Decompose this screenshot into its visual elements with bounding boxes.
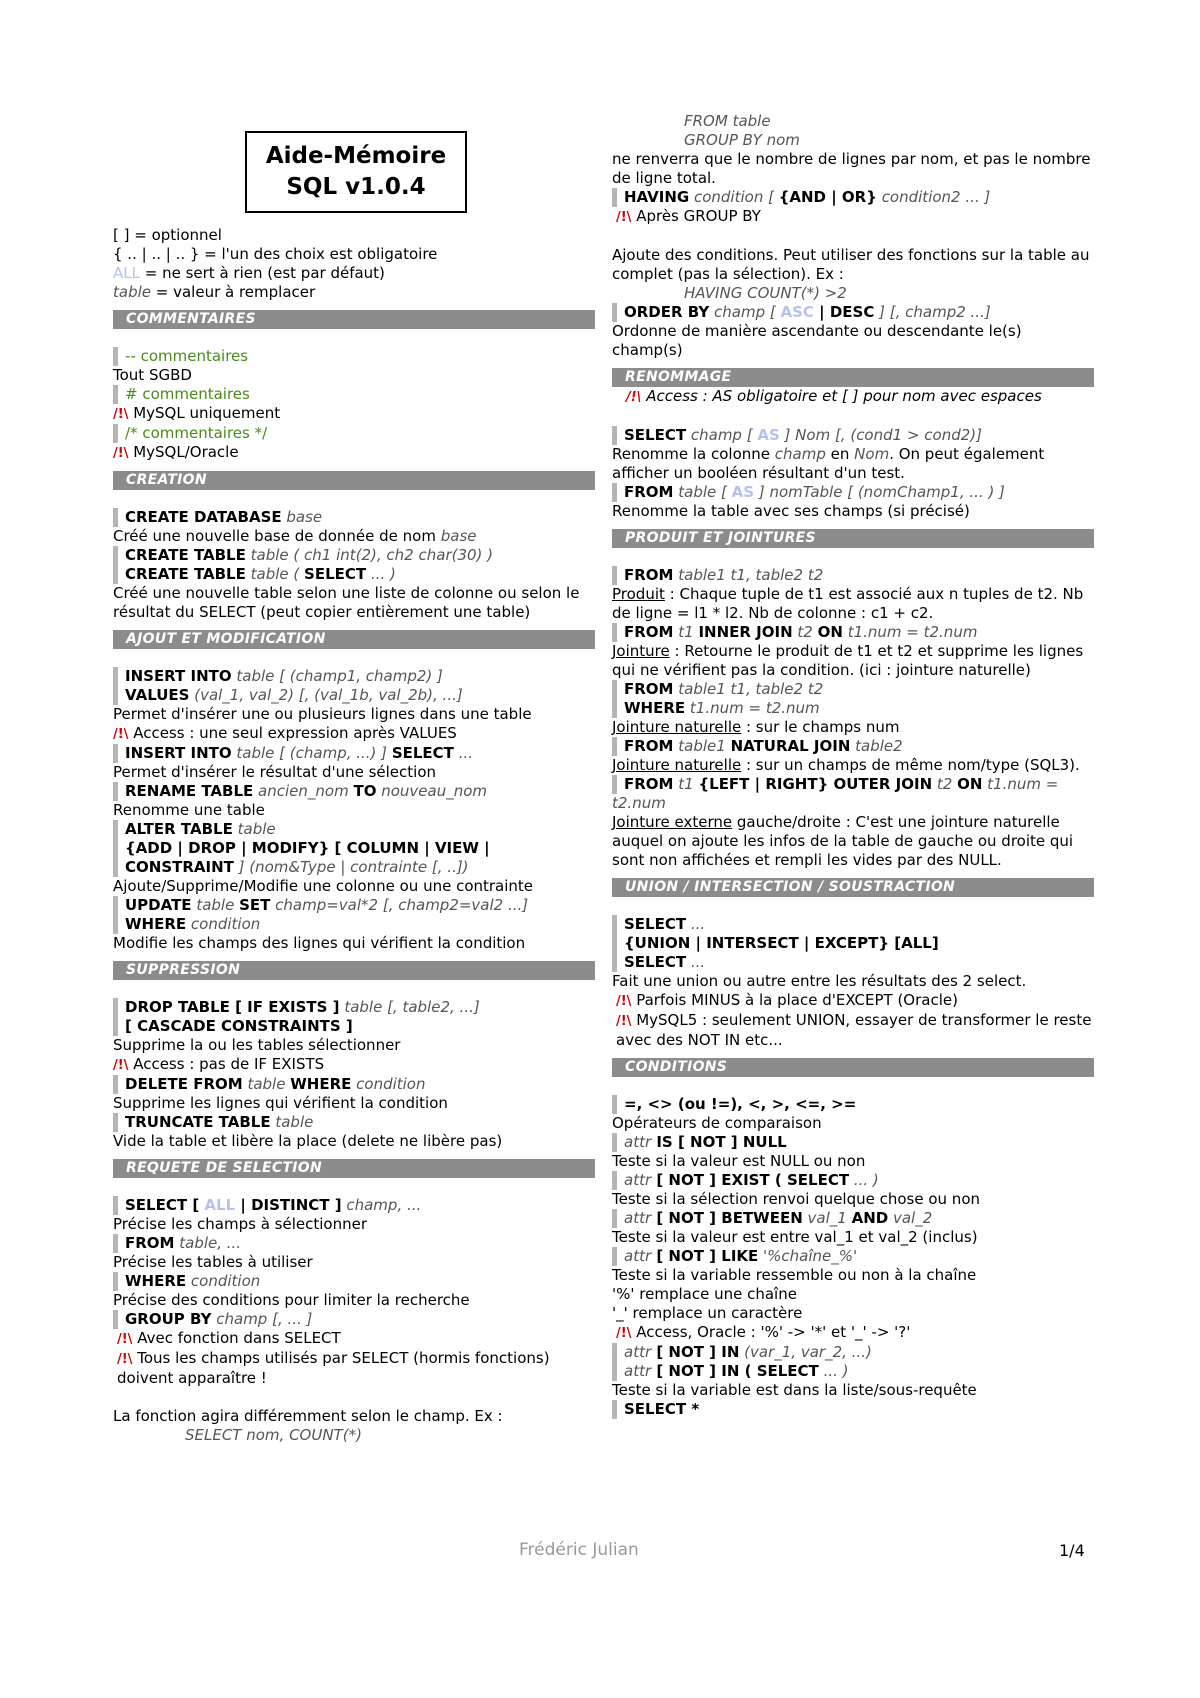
desc-exist: Teste si la sélection renvoi quelque chose ou non	[612, 1190, 980, 1208]
legend-all: ALL = ne sert à rien (est par défaut)	[113, 264, 385, 282]
code-between: attr [ NOT ] BETWEEN val_1 AND val_2	[612, 1209, 1094, 1228]
section-union: UNION / INTERSECTION / SOUSTRACTION	[612, 878, 1094, 897]
comment-block: /* commentaires */	[113, 424, 595, 443]
desc-alter: Ajoute/Supprime/Modifie une colonne ou une contrainte	[113, 877, 534, 895]
code-cascade: [ CASCADE CONSTRAINTS ]	[113, 1017, 595, 1036]
warn-union-1: /!\ Parfois MINUS à la place d'EXCEPT (Oracle)	[616, 991, 958, 1009]
desc-natural-1: Jointure naturelle : sur le champs num	[612, 718, 900, 736]
code-exist: attr [ NOT ] EXIST ( SELECT ... )	[612, 1171, 1094, 1190]
code-natural-from: FROM table1 t1, table2 t2	[612, 680, 1094, 699]
code-outer-join-cont: t2.num	[612, 794, 666, 812]
legend-table: table = valeur à remplacer	[113, 283, 316, 301]
footer-page-number: 1/4	[1059, 1541, 1085, 1560]
desc-in: Teste si la variable est dans la liste/sous-requête	[612, 1381, 977, 1399]
code-is-null: attr IS [ NOT ] NULL	[612, 1133, 1094, 1152]
desc-order-by: Ordonne de manière ascendante ou descendante le(s) champ(s)	[612, 322, 1022, 359]
code-inner-join: FROM t1 INNER JOIN t2 ON t1.num = t2.num	[612, 623, 1094, 642]
warn-insert: /!\ Access : une seul expression après VALUES	[113, 724, 457, 742]
code-product-from: FROM table1 t1, table2 t2	[612, 566, 1094, 585]
warning-icon: /!\	[626, 390, 642, 405]
desc-like-underscore: '_' remplace un caractère	[612, 1304, 803, 1322]
section-produit: PRODUIT ET JOINTURES	[612, 529, 1094, 548]
warn-having: /!\ Après GROUP BY	[616, 207, 761, 225]
desc-update: Modifie les champs des lignes qui vérifient la condition	[113, 934, 526, 952]
desc-inner-join: Jointure : Retourne le produit de t1 et t2 et supprime les lignes qui ne vérifient pas la condition. (ici : jointure naturelle)	[612, 642, 1084, 679]
title-line-2: SQL v1.0.4	[286, 174, 426, 200]
code-order-by: ORDER BY champ [ ASC | DESC ] [, champ2 ...]	[612, 303, 1094, 322]
section-requete: REQUETE DE SELECTION	[113, 1159, 595, 1178]
code-where: WHERE condition	[113, 1272, 595, 1291]
warning-icon: /!\	[616, 1014, 632, 1029]
warn-like: /!\ Access, Oracle : '%' -> '*' et '_' -> '?'	[616, 1323, 911, 1341]
desc-group-by-result: ne renverra que le nombre de lignes par nom, et pas le nombre de ligne total.	[612, 150, 1091, 187]
legend-choice: { .. | .. | .. } = l'un des choix est obligatoire	[113, 245, 438, 263]
desc-rename-table: Renomme une table	[113, 801, 265, 819]
comment-dash-desc: Tout SGBD	[113, 366, 192, 384]
code-natural-join: FROM table1 NATURAL JOIN table2	[612, 737, 1094, 756]
code-union-select-1: SELECT ...	[612, 915, 1094, 934]
code-like: attr [ NOT ] LIKE '%chaîne_%'	[612, 1247, 1094, 1266]
code-in-list: attr [ NOT ] IN (var_1, var_2, ...)	[612, 1343, 1094, 1362]
desc-having: Ajoute des conditions. Peut utiliser des fonctions sur la table au complet (pas la sélection). Ex :	[612, 246, 1090, 283]
warning-icon: /!\	[113, 446, 129, 461]
code-having: HAVING condition [ {AND | OR} condition2 ... ]	[612, 188, 1094, 207]
legend-optional: [ ] = optionnel	[113, 226, 222, 244]
desc-group-by: La fonction agira différemment selon le champ. Ex :	[113, 1407, 503, 1425]
warning-icon: /!\	[113, 407, 129, 422]
code-truncate: TRUNCATE TABLE table	[113, 1113, 595, 1132]
desc-from-as: Renomme la table avec ses champs (si précisé)	[612, 502, 970, 520]
desc-select-as: Renomme la colonne champ en Nom. On peut également afficher un booléen résultant d'un test.	[612, 445, 1045, 482]
code-alter-constraint: CONSTRAINT ] (nom&Type | contrainte [, ..])	[113, 858, 595, 877]
comment-dash: -- commentaires	[113, 347, 595, 366]
warn-group-by-1: /!\ Avec fonction dans SELECT	[117, 1329, 341, 1347]
warning-icon: /!\	[117, 1332, 133, 1347]
code-select: SELECT [ ALL | DISTINCT ] champ, ...	[113, 1196, 595, 1215]
comment-hash: # commentaires	[113, 385, 595, 404]
code-delete: DELETE FROM table WHERE condition	[113, 1075, 595, 1094]
desc-like-percent: '%' remplace une chaîne	[612, 1285, 797, 1303]
code-select-as: SELECT champ [ AS ] Nom [, (cond1 > cond2)]	[612, 426, 1094, 445]
code-comparison: =, <> (ou !=), <, >, <=, >=	[612, 1095, 1094, 1114]
desc-where: Précise des conditions pour limiter la recherche	[113, 1291, 470, 1309]
left-column	[113, 112, 595, 1445]
warning-icon: /!\	[113, 1058, 129, 1073]
example-from: FROM table	[684, 112, 771, 130]
code-rename-table: RENAME TABLE ancien_nom TO nouveau_nom	[113, 782, 595, 801]
warning-icon: /!\	[616, 210, 632, 225]
section-renommage: RENOMMAGE	[612, 368, 1094, 387]
footer-author: Frédéric Julian	[519, 1540, 639, 1560]
warn-drop: /!\ Access : pas de IF EXISTS	[113, 1055, 325, 1073]
example-select: SELECT nom, COUNT(*)	[185, 1426, 362, 1444]
warning-icon: /!\	[113, 727, 129, 742]
code-insert-select: INSERT INTO table [ (champ, ...) ] SELECT ...	[113, 744, 595, 763]
desc-create-table: Créé une nouvelle table selon une liste de colonne ou selon le résultat du SELECT (peut copier entièrement une table)	[113, 584, 580, 621]
code-insert-into: INSERT INTO table [ (champ1, champ2) ]	[113, 667, 595, 686]
code-update-where: WHERE condition	[113, 915, 595, 934]
desc-product: Produit : Chaque tuple de t1 est associé aux n tuples de t2. Nb de ligne = l1 * l2. Nb de colonne : c1 + c2.	[612, 585, 1084, 622]
code-create-table-2: CREATE TABLE table ( SELECT ... )	[113, 565, 595, 584]
warn-renommage: /!\ Access : AS obligatoire et [ ] pour nom avec espaces	[626, 387, 1042, 405]
code-from: FROM table, ...	[113, 1234, 595, 1253]
comment-hash-desc: /!\ MySQL uniquement	[113, 404, 281, 422]
section-conditions: CONDITIONS	[612, 1058, 1094, 1077]
desc-like: Teste si la variable ressemble ou non à la chaîne	[612, 1266, 977, 1284]
code-select-star: SELECT *	[612, 1400, 1094, 1419]
warn-union-2: /!\ MySQL5 : seulement UNION, essayer de transformer le reste avec des NOT IN etc...	[616, 1011, 1092, 1049]
code-alter-options: {ADD | DROP | MODIFY} [ COLUMN | VIEW |	[113, 839, 595, 858]
code-create-database: CREATE DATABASE base	[113, 508, 595, 527]
code-union-select-2: SELECT ...	[612, 953, 1094, 972]
section-suppression: SUPPRESSION	[113, 961, 595, 980]
desc-truncate: Vide la table et libère la place (delete ne libère pas)	[113, 1132, 503, 1150]
desc-natural-2: Jointure naturelle : sur un champs de même nom/type (SQL3).	[612, 756, 1080, 774]
right-column	[612, 112, 1094, 1419]
desc-select: Précise les champs à sélectionner	[113, 1215, 367, 1233]
code-drop-table: DROP TABLE [ IF EXISTS ] table [, table2, ...]	[113, 998, 595, 1017]
code-values: VALUES (val_1, val_2) [, (val_1b, val_2b), ...]	[113, 686, 595, 705]
desc-create-database: Créé une nouvelle base de donnée de nom base	[113, 527, 477, 545]
desc-from: Précise les tables à utiliser	[113, 1253, 313, 1271]
desc-union: Fait une union ou autre entre les résultats des 2 select.	[612, 972, 1027, 990]
comment-block-desc: /!\ MySQL/Oracle	[113, 443, 239, 461]
warn-group-by-2: /!\ Tous les champs utilisés par SELECT (hormis fonctions) doivent apparaître !	[117, 1349, 550, 1387]
desc-drop: Supprime la ou les tables sélectionner	[113, 1036, 401, 1054]
desc-comparison: Opérateurs de comparaison	[612, 1114, 822, 1132]
code-create-table-1: CREATE TABLE table ( ch1 int(2), ch2 char(30) )	[113, 546, 595, 565]
example-having: HAVING COUNT(*) >2	[684, 284, 847, 302]
warning-icon: /!\	[616, 994, 632, 1009]
section-ajout: AJOUT ET MODIFICATION	[113, 630, 595, 649]
desc-insert-select: Permet d'insérer le résultat d'une sélection	[113, 763, 437, 781]
example-group-by: GROUP BY nom	[684, 131, 800, 149]
warning-icon: /!\	[117, 1352, 133, 1367]
code-from-as: FROM table [ AS ] nomTable [ (nomChamp1, ... ) ]	[612, 483, 1094, 502]
desc-outer-join: Jointure externe gauche/droite : C'est une jointure naturelle auquel on ajoute les infos de la table de gauche ou droite qui sont non affichées et rempli les vides par des NULL.	[612, 813, 1074, 869]
desc-is-null: Teste si la valeur est NULL ou non	[612, 1152, 866, 1170]
desc-between: Teste si la valeur est entre val_1 et val_2 (inclus)	[612, 1228, 978, 1246]
code-alter-table: ALTER TABLE table	[113, 820, 595, 839]
code-in-select: attr [ NOT ] IN ( SELECT ... )	[612, 1362, 1094, 1381]
title-line-1: Aide-Mémoire	[265, 143, 447, 169]
desc-insert: Permet d'insérer une ou plusieurs lignes dans une table	[113, 705, 532, 723]
section-creation: CREATION	[113, 471, 595, 490]
code-outer-join: FROM t1 {LEFT | RIGHT} OUTER JOIN t2 ON t1.num =	[612, 775, 1094, 794]
code-group-by: GROUP BY champ [, ... ]	[113, 1310, 595, 1329]
code-update: UPDATE table SET champ=val*2 [, champ2=val2 ...]	[113, 896, 595, 915]
code-natural-where: WHERE t1.num = t2.num	[612, 699, 1094, 718]
desc-delete: Supprime les lignes qui vérifient la condition	[113, 1094, 448, 1112]
code-union-op: {UNION | INTERSECT | EXCEPT} [ALL]	[612, 934, 1094, 953]
section-commentaires: COMMENTAIRES	[113, 310, 595, 329]
warning-icon: /!\	[616, 1326, 632, 1341]
